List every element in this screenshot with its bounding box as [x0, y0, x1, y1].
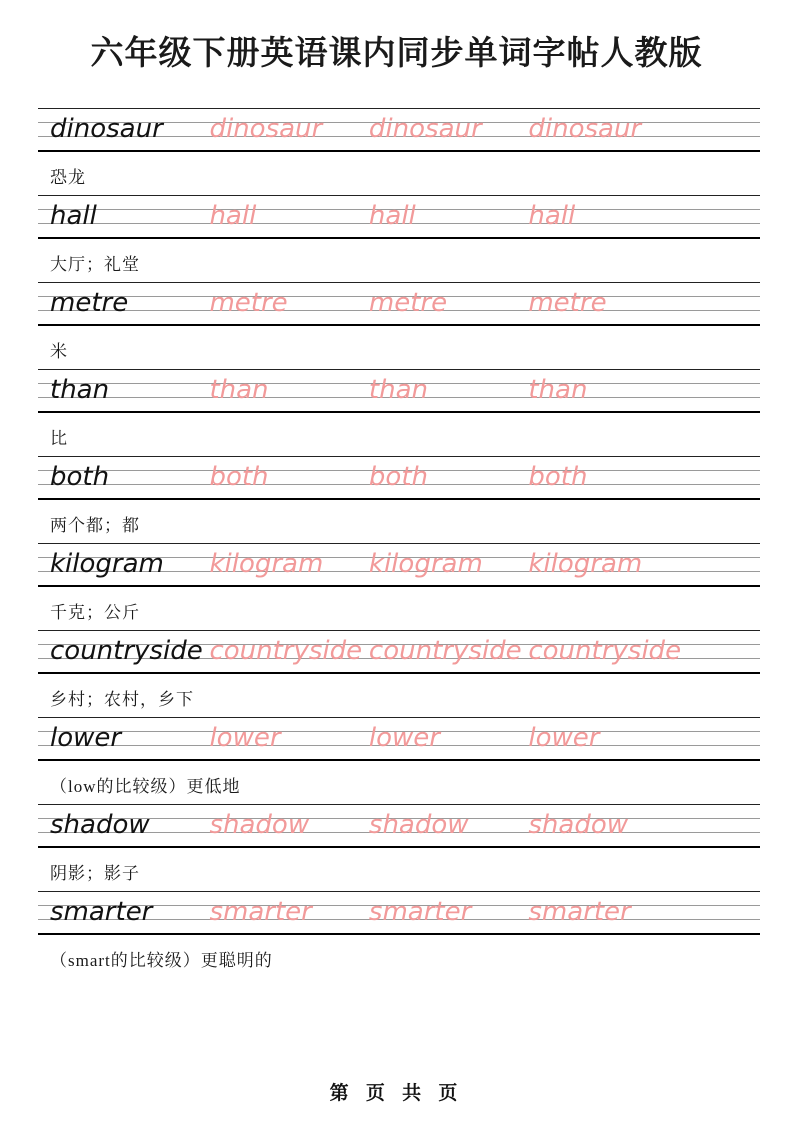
word-row — [38, 717, 760, 804]
trace-word: dinosaur — [528, 114, 642, 144]
word-cells — [50, 892, 760, 933]
four-line-writing-grid — [38, 282, 760, 326]
practice-word: countryside — [50, 636, 203, 666]
trace-word: kilogram — [209, 549, 324, 579]
word-meaning: （low的比较级）更低地 — [50, 777, 241, 796]
word-row — [38, 282, 760, 369]
practice-word: lower — [50, 723, 122, 753]
word-cells — [50, 718, 760, 759]
word-cells — [50, 109, 760, 150]
four-line-writing-grid — [38, 195, 760, 239]
word-meaning: 米 — [50, 342, 68, 361]
word-row — [38, 543, 760, 630]
word-row — [38, 369, 760, 456]
practice-word: metre — [50, 288, 129, 318]
word-row — [38, 456, 760, 543]
trace-word: metre — [368, 288, 448, 318]
word-meaning: 千克；公斤 — [50, 603, 140, 622]
word-row — [38, 108, 760, 195]
trace-word: dinosaur — [368, 114, 482, 144]
word-meaning: 恐龙 — [50, 168, 86, 187]
practice-word: than — [50, 375, 110, 405]
trace-word: dinosaur — [209, 114, 323, 144]
trace-word: countryside — [209, 636, 363, 666]
practice-word: both — [50, 462, 110, 492]
four-line-writing-grid — [38, 891, 760, 935]
trace-word: smarter — [368, 897, 472, 927]
word-list — [38, 108, 760, 978]
trace-word: metre — [209, 288, 288, 318]
trace-word: kilogram — [368, 549, 483, 579]
word-cells — [50, 631, 760, 672]
trace-word: shadow — [209, 810, 310, 840]
trace-word: lower — [209, 723, 281, 753]
practice-word: hall — [50, 201, 97, 231]
word-row — [38, 891, 760, 978]
practice-word: kilogram — [50, 549, 164, 579]
word-cells — [50, 370, 760, 411]
trace-word: than — [209, 375, 269, 405]
trace-word: countryside — [368, 636, 522, 666]
word-meaning: 两个都；都 — [50, 516, 140, 535]
trace-word: than — [528, 375, 588, 405]
word-meaning: 乡村；农村，乡下 — [50, 690, 194, 709]
four-line-writing-grid — [38, 108, 760, 152]
trace-word: smarter — [209, 897, 312, 927]
word-cells — [50, 457, 760, 498]
trace-word: than — [368, 375, 428, 405]
four-line-writing-grid — [38, 456, 760, 500]
four-line-writing-grid — [38, 543, 760, 587]
word-cells — [50, 805, 760, 846]
word-cells — [50, 196, 760, 237]
four-line-writing-grid — [38, 630, 760, 674]
trace-word: smarter — [528, 897, 631, 927]
trace-word: both — [368, 462, 428, 492]
trace-word: kilogram — [528, 549, 643, 579]
practice-word: smarter — [50, 897, 153, 927]
trace-word: both — [209, 462, 269, 492]
page-footer: 第 页 共 页 — [329, 1083, 464, 1104]
trace-word: shadow — [368, 810, 469, 840]
word-meaning: 比 — [50, 429, 68, 448]
word-row — [38, 804, 760, 891]
trace-word: hall — [368, 201, 416, 231]
word-row — [38, 630, 760, 717]
practice-word: shadow — [50, 810, 150, 840]
four-line-writing-grid — [38, 717, 760, 761]
four-line-writing-grid — [38, 369, 760, 413]
practice-word: dinosaur — [50, 114, 163, 144]
word-row — [38, 195, 760, 282]
trace-word: metre — [528, 288, 607, 318]
word-cells — [50, 544, 760, 585]
word-cells — [50, 283, 760, 324]
trace-word: hall — [209, 201, 257, 231]
trace-word: lower — [528, 723, 600, 753]
trace-word: lower — [368, 723, 440, 753]
word-meaning: 阴影；影子 — [50, 864, 140, 883]
four-line-writing-grid — [38, 804, 760, 848]
trace-word: hall — [528, 201, 576, 231]
trace-word: countryside — [528, 636, 682, 666]
trace-word: shadow — [528, 810, 628, 840]
page-title: 六年级下册英语课内同步单词字帖人教版 — [90, 34, 703, 71]
word-meaning: 大厅；礼堂 — [50, 255, 140, 274]
trace-word: both — [528, 462, 588, 492]
word-meaning: （smart的比较级）更聪明的 — [50, 951, 273, 970]
